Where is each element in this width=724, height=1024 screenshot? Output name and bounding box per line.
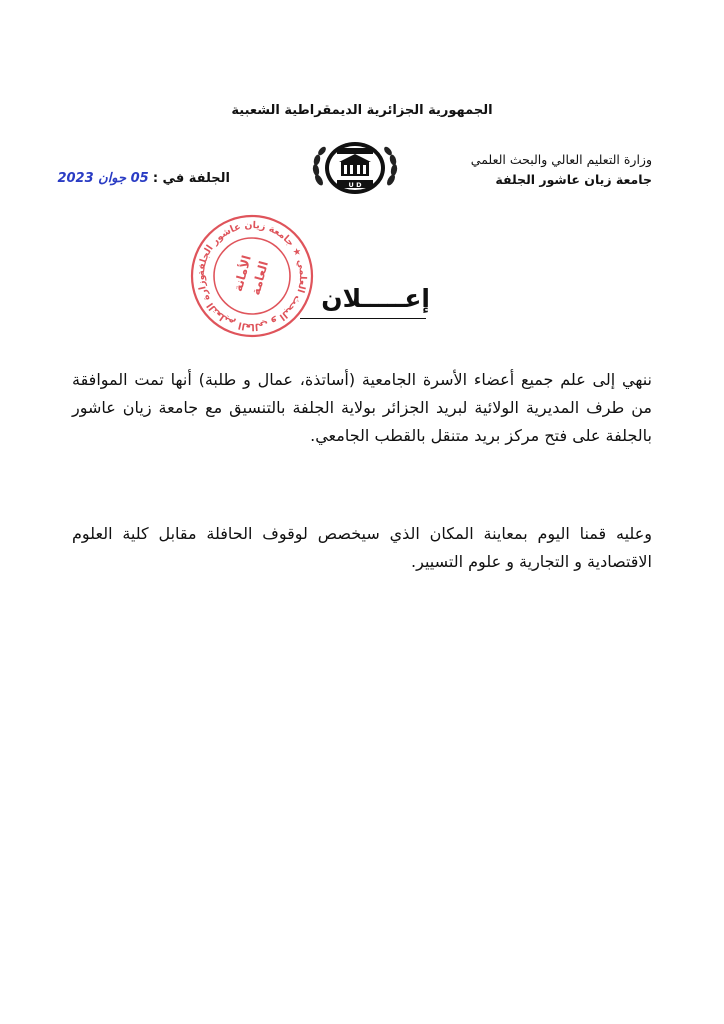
title-underline	[300, 318, 426, 319]
ministry-block	[392, 150, 652, 190]
university-logo	[309, 140, 401, 196]
logo-letters: U D	[348, 181, 362, 189]
date-value: 05 جوان 2023	[57, 171, 149, 186]
republic-heading: الجمهورية الجزائرية الديمقراطية الشعبية	[231, 103, 493, 118]
stamp-ring-text: وزارة التعليم العالي و البحث العلمي ★ جامعة زيان عاشور الجلفة	[195, 219, 309, 333]
announcement-paragraph: وعليه قمنا اليوم بمعاينة المكان الذي سيخصص لوقوف الحافلة مقابل كلية العلوم الاقتصادية و التجارية و علوم التسيير.	[72, 524, 652, 571]
stamp-center-line1: الأمانة	[230, 253, 254, 293]
date-label: الجلفة في :	[152, 171, 230, 186]
university-name: جامعة زيان عاشور الجلفة	[495, 172, 652, 187]
official-stamp	[188, 212, 316, 340]
date-line	[57, 171, 230, 186]
ministry-name: وزارة التعليم العالي والبحث العلمي	[470, 152, 652, 167]
stamp-center-line2: العامة	[248, 259, 271, 297]
announcement-paragraph: ننهي إلى علم جميع أعضاء الأسرة الجامعية (أساتذة، عمال و طلبة) أنها تمت الموافقة من طرف المديرية الولائية لبريد الجزائر بولاية الجلفة بالتنسيق مع جامعة زيان عاشور بالجلفة على فتح مركز بريد متنقل بالقطب الجامعي.	[72, 370, 652, 445]
announcement-title: إعـــــلان	[321, 284, 430, 313]
